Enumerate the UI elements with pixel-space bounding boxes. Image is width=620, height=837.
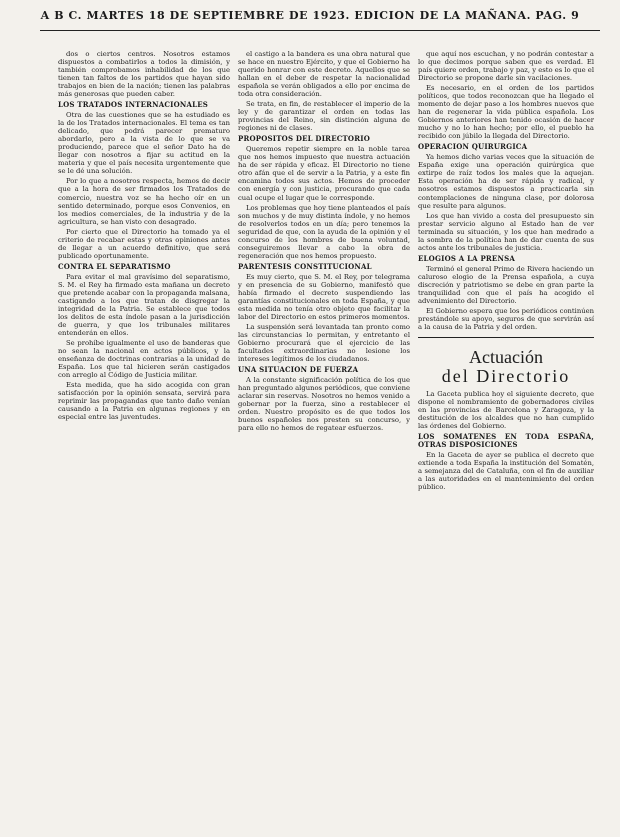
col3-paragraph: Es necesario, en el orden de los partidos políticos, que todos reconozcan que ha llegado el momento de dejar paso a los hombres nuevos que han de regenerar la vida pública española. Los Gobiernos anteriores han tenido ocasión de hacer mucho y no lo han hecho; por ello, el pueblo ha recibido con júbilo la llegada del Directorio. — [418, 84, 594, 141]
col3-paragraph: La Gaceta publica hoy el siguiente decreto, que dispone el nombramiento de gobernadores civiles en las provincias de Barcelona y Zaragoza, y la destitución de los alcaldes que no han cumplido las órdenes del Gobierno. — [418, 389, 594, 430]
section-divider — [418, 337, 594, 338]
col3-paragraph: El Gobierno espera que los periódicos continúen prestándole su apoyo, seguros de que servirán así a la causa de la Patria y del orden. — [418, 306, 594, 331]
col2-paragraph: el castigo a la bandera es una obra natural que se hace en nuestro Ejército, y que el Gobierno ha querido honrar con este decreto. Aquellos que se hallan en el deber de respetar la nacionalidad española se verán obligados a ello por encima de toda otra consideración. — [238, 50, 410, 99]
col2-paragraph: Es muy cierto, que S. M. el Rey, por telegrama y en presencia de su Gobierno, manifestó que había firmado el decreto suspendiendo las garantías constitucionales en toda España, y que esta medida no tenía otro objeto que facilitar la labor del Directorio en estos primeros momentos. — [238, 272, 410, 321]
col1-paragraph: Para evitar el mal gravísimo del separatismo, S. M. el Rey ha firmado esta mañana un decreto que pretende acabar con la propaganda malsana, castigando a los que tratan de disgregar la integridad de la Patria. Se establece que todos los delitos de esta índole pasan a la jurisdicción de guerra, y que los tribunales militares entenderán en ellos. — [58, 272, 230, 337]
col3-paragraph: Ya hemos dicho varias veces que la situación de España exige una operación quirúrgica que extirpe de raíz todos los males que la aquejan. Esta operación ha de ser rápida y radical, y nosotros estamos dispuestos a practicarla sin contemplaciones de ninguna clase, por dolorosa que resulte para algunos. — [418, 153, 594, 210]
col3-paragraph: que aquí nos escuchan, y no podrán contestar a lo que decimos porque saben que es verdad. El país quiere orden, trabajo y paz, y esto es lo que el Directorio se propone darle sin vacilaciones. — [418, 50, 594, 83]
section-title-line2: del Directorio — [441, 365, 571, 386]
col2-paragraph: Se trata, en fin, de restablecer el imperio de la ley y de garantizar el orden en todas las provincias del Reino, sin distinción alguna de regiones ni de clases. — [238, 100, 410, 133]
col1-paragraph: Por cierto que el Directorio ha tomado ya el criterio de recabar estas y otras opiniones antes de llegar a un acuerdo definitivo, que será publicado oportunamente. — [58, 227, 230, 260]
col3-paragraph: Los que han vivido a costa del presupuesto sin prestar servicio alguno al Estado han de ver terminada su situación, y los que han medrado a la sombra de la política han de dar cuenta de sus actos ante los tribunales de justicia. — [418, 211, 594, 252]
col3-heading-prensa: ELOGIOS A LA PRENSA — [418, 253, 515, 263]
col2-paragraph: Queremos repetir siempre en la noble tarea que nos hemos impuesto que nuestra actuación ha de ser rápida y eficaz. El Directorio no tiene otro afán que el de servir a la Patria, y a este fin encamina todos sus actos. Hemos de proceder con energía y con justicia, procurando que cada cual ocupe el lugar que le corresponde. — [238, 145, 410, 202]
masthead-text: A B C. MARTES 18 DE SEPTIEMBRE DE 1923. EDICION DE LA MAÑANA. PAG. 9 — [40, 8, 580, 22]
col1-paragraph: Por lo que a nosotros respecta, hemos de decir que a la hora de ser firmados los Tratados de comercio, nuestra voz se ha hecho oír en un sentido determinado, porque esos Convenios, en los medios comerciales, de la industria y de la agricultura, se han visto con desagrado. — [58, 177, 230, 226]
col3-paragraph: En la Gaceta de ayer se publica el decreto que extiende a toda España la institución del Somatén, a semejanza del de Cataluña, con el fin de auxiliar a las autoridades en el mantenimiento del orden público. — [418, 451, 594, 492]
col1-paragraph: Otra de las cuestiones que se ha estudiado es la de los Tratados internacionales. El tema es tan delicado, que podrá parecer prematuro abordarlo, pero a la vista de lo que se va produciendo, parece que el señor Dato ha de llegar con nosotros a fijar su actitud en la materia y que el país necesita urgentemente que se le dé una solución. — [58, 111, 230, 176]
col2-heading-fuerza: UNA SITUACION DE FUERZA — [238, 365, 359, 375]
col2-paragraph: Los problemas que hoy tiene planteados el país son muchos y de muy distinta índole, y no hemos de resolverlos todos en un día; pero tenemos la seguridad de que, con la ayuda de la opinión y el concurso de los hombres de buena voluntad, conseguiremos llevar a cabo la obra de regeneración que nos hemos propuesto. — [238, 203, 410, 260]
col1-paragraph: dos o ciertos centros. Nosotros estamos dispuestos a combatirlos a todos la dimisión, y también comprobamos inhabilidad de los que tienen tan faltos de los partidos que hayan sido trabajos en bien de la nación; tienen las palabras más generosas que pueden caber. — [58, 50, 230, 99]
column-3 — [418, 50, 594, 831]
masthead-rule — [40, 30, 600, 31]
col2-heading-parentesis: PARENTESIS CONSTITUCIONAL — [238, 261, 372, 271]
col2-paragraph: A la constante significación política de los que han preguntado algunos periódicos, que conviene aclarar sin reservas. Nosotros no hemos venido a gobernar por la fuerza, sino a restablecer el orden. Nuestro propósito es de que todos los buenos españoles nos presten su concurso, y para ello no hemos de regatear esfuerzos. — [238, 376, 410, 433]
col2-paragraph: La suspensión será levantada tan pronto como las circunstancias lo permitan, y entretanto el Gobierno procurará que el ejercicio de las facultades extraordinarias no lesione los intereses legítimos de los ciudadanos. — [238, 322, 410, 364]
column-1 — [58, 50, 230, 831]
masthead — [0, 0, 620, 30]
col3-heading-operacion: OPERACION QUIRURGICA — [418, 142, 528, 152]
col1-paragraph: Se prohíbe igualmente el uso de banderas que no sean la nacional en actos públicos, y la enseñanza de doctrinas contrarias a la unidad de España. Los que tal hicieren serán castigados con arreglo al Código de Justicia militar. — [58, 339, 230, 380]
col2-heading-propositos: PROPOSITOS DEL DIRECTORIO — [238, 134, 370, 144]
col3-paragraph: Terminó el general Primo de Rivera haciendo un caluroso elogio de la Prensa española, a cuya discreción y patriotismo se debe en gran parte la tranquilidad con que el país ha acogido el advenimiento del Directorio. — [418, 264, 594, 305]
column-2 — [238, 50, 410, 831]
section-title-line1: Actuación — [469, 346, 543, 367]
col3-heading-somatenes: LOS SOMATENES EN TODA ESPAÑA, OTRAS DISPOSICIONES — [418, 431, 594, 450]
col1-heading-tratados: LOS TRATADOS INTERNACIONALES — [58, 100, 209, 110]
col1-paragraph: Esta medida, que ha sido acogida con gran satisfacción por la opinión sensata, servirá para reprimir las propagandas que tanto daño venían causando a la Patria en algunas regiones y en especial entre las juventudes. — [58, 381, 230, 422]
col1-heading-separatismo: CONTRA EL SEPARATISMO — [58, 261, 171, 271]
section-title-actuacion — [418, 348, 594, 386]
